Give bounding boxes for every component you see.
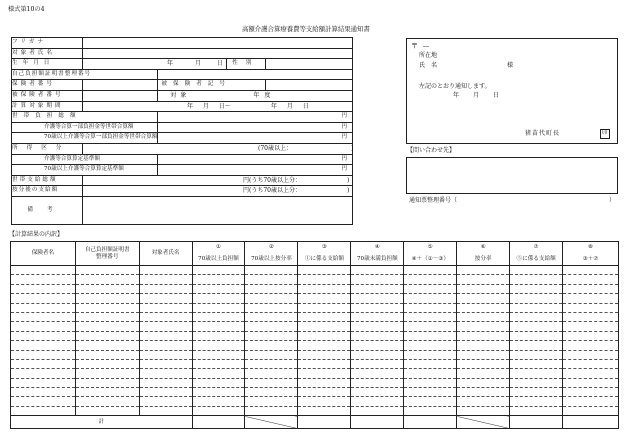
table-cell[interactable] [139,275,192,284]
table-cell[interactable] [351,397,404,406]
table-row [11,275,619,284]
table-cell[interactable] [457,378,510,387]
total-cell-na [457,416,510,429]
table-cell[interactable] [298,294,351,303]
header-col-8: ③＋⑦ [563,253,619,266]
postal-dash: ― [423,43,429,50]
table-cell[interactable] [457,388,510,397]
table-cell[interactable] [351,312,404,321]
form-number: 様式第10の4 [8,6,45,13]
total-cell[interactable] [192,416,245,429]
income-field[interactable] [82,143,352,154]
period-label: 計算対象期間 [12,101,83,112]
table-cell[interactable] [139,406,192,415]
table-row [11,331,619,340]
table-cell[interactable] [563,350,619,359]
table-cell[interactable] [11,388,76,397]
total-row [11,416,619,429]
table-cell[interactable] [11,312,76,321]
header-col-6: 按分率 [457,253,510,266]
pay-note: 円(うち70歳以上分： [242,176,301,184]
table-cell[interactable] [298,378,351,387]
header-num-7: ⑦ [510,242,563,253]
breakdown-label: 【計算結果の内訳】 [9,231,64,238]
insurer-no-field[interactable] [82,80,157,91]
table-cell[interactable] [11,294,76,303]
pay-total-field[interactable] [82,175,352,186]
table-cell[interactable] [563,312,619,321]
table-cell[interactable] [192,284,245,293]
applicant-table [11,37,353,225]
table-cell[interactable] [75,388,139,397]
table-cell[interactable] [245,369,298,378]
table-cell[interactable] [75,331,139,340]
table-cell[interactable] [245,322,298,331]
header-col-4: 70歳未満負担額 [351,253,404,266]
table-cell[interactable] [139,294,192,303]
furigana-label: フリガナ [12,38,83,49]
table-cell[interactable] [298,341,351,350]
table-cell[interactable] [245,388,298,397]
table-row [11,294,619,303]
table-cell[interactable] [11,266,76,275]
table-cell[interactable] [404,331,457,340]
table-cell[interactable] [510,303,563,312]
cert-no-label: 自己負担額証明書整理番号 [12,69,158,80]
table-row [11,406,619,415]
table-cell[interactable] [298,369,351,378]
table-cell[interactable] [510,294,563,303]
table-cell[interactable] [139,303,192,312]
table-cell[interactable] [563,322,619,331]
total-cell[interactable] [351,416,404,429]
table-cell[interactable] [510,266,563,275]
table-row [11,322,619,331]
table-cell[interactable] [245,312,298,321]
sub1-label: 介護等合算一部負担金等世帯合算額 [12,122,158,133]
table-cell[interactable] [457,331,510,340]
total-cell-na [245,416,298,429]
table-cell[interactable] [298,303,351,312]
table-row [11,369,619,378]
table-cell[interactable] [404,284,457,293]
postal-mark: 〒 [411,42,418,50]
insured-sign-field[interactable] [266,80,353,91]
table-cell[interactable] [139,341,192,350]
table-row [11,359,619,368]
table-cell[interactable] [351,406,404,415]
remarks-label: 備考 [12,196,83,224]
table-cell[interactable] [351,378,404,387]
table-cell[interactable] [404,378,457,387]
table-cell[interactable] [510,378,563,387]
income-close: ) [350,144,354,152]
table-cell[interactable] [457,350,510,359]
table-cell[interactable] [245,341,298,350]
table-cell[interactable] [75,284,139,293]
table-cell[interactable] [404,406,457,415]
table-cell[interactable] [245,266,298,275]
table-cell[interactable] [245,378,298,387]
table-cell[interactable] [563,275,619,284]
table-cell[interactable] [192,388,245,397]
notice-day: 日 [493,92,500,99]
table-cell[interactable] [510,397,563,406]
table-cell[interactable] [245,275,298,284]
table-cell[interactable] [298,312,351,321]
table-cell[interactable] [245,350,298,359]
table-cell[interactable] [298,388,351,397]
std2-yen: 円 [158,165,353,176]
table-cell[interactable] [563,341,619,350]
table-cell[interactable] [139,312,192,321]
table-cell[interactable] [351,284,404,293]
income-label: 所得区分 [12,143,83,154]
total-label: 計 [11,416,193,429]
table-cell[interactable] [404,388,457,397]
insured-sign-label: 被保険者記号 [158,80,266,91]
table-cell[interactable] [351,303,404,312]
table-cell[interactable] [192,406,245,415]
table-cell[interactable] [563,359,619,368]
notice-box [406,38,618,144]
table-cell[interactable] [11,378,76,387]
header-cert: 自己負担額証明書 整理番号 [75,242,139,266]
burden-total-label: 世帯負担総額 [12,112,158,123]
table-cell[interactable] [510,284,563,293]
table-cell[interactable] [298,350,351,359]
table-cell[interactable] [75,397,139,406]
table-cell[interactable] [11,284,76,293]
table-cell[interactable] [563,331,619,340]
sub2-label: 70歳以上介護等合算一部負担金等世帯合算額 [12,133,158,144]
table-cell[interactable] [298,275,351,284]
table-cell[interactable] [245,397,298,406]
income-note: (70歳以上： [257,144,292,152]
birth-day: 日 [216,60,223,68]
total-cell[interactable] [563,416,619,429]
table-row [11,284,619,293]
table-cell[interactable] [563,406,619,415]
table-cell[interactable] [245,294,298,303]
page-title: 高額介護合算療養費等支給額計算結果通知書 [242,25,370,33]
period-from: 年 月 日～ [186,102,231,110]
honorific: 様 [507,62,514,69]
table-cell[interactable] [75,266,139,275]
header-num-6: ⑥ [457,242,510,253]
table-row [11,312,619,321]
table-cell[interactable] [75,369,139,378]
sub2-yen: 円 [158,133,353,144]
table-cell[interactable] [457,397,510,406]
table-cell[interactable] [139,322,192,331]
paid-note-close: ) [346,187,350,195]
table-cell[interactable] [457,303,510,312]
table-cell[interactable] [404,275,457,284]
table-cell[interactable] [192,303,245,312]
table-cell[interactable] [510,322,563,331]
table-cell[interactable] [351,341,404,350]
pay-total-label: 世帯支給総額 [12,175,83,186]
std1-yen: 円 [158,154,353,165]
period-field[interactable] [82,101,352,112]
table-cell[interactable] [75,341,139,350]
table-cell[interactable] [11,331,76,340]
fiscal-year-field [158,90,353,101]
table-cell[interactable] [404,369,457,378]
table-cell[interactable] [11,341,76,350]
table-row [11,303,619,312]
table-cell[interactable] [510,275,563,284]
table-row [11,378,619,387]
pay-note-close: ) [346,176,350,184]
table-cell[interactable] [75,294,139,303]
inquiry-label: 【問い合わせ先】 [407,147,456,154]
table-cell[interactable] [192,322,245,331]
table-cell[interactable] [11,350,76,359]
furigana-field[interactable] [82,38,352,49]
table-cell[interactable] [351,350,404,359]
table-cell[interactable] [192,350,245,359]
table-cell[interactable] [457,294,510,303]
table-cell[interactable] [11,359,76,368]
period-to: 年 月 日 [270,102,309,110]
table-cell[interactable] [192,312,245,321]
table-cell[interactable] [192,369,245,378]
table-cell[interactable] [457,266,510,275]
table-cell[interactable] [404,266,457,275]
notice-year: 年 [453,92,460,99]
inquiry-box[interactable] [406,157,618,194]
table-cell[interactable] [457,322,510,331]
table-cell[interactable] [510,369,563,378]
std2-label: 70歳以上介護等合算算定基準額 [12,165,158,176]
table-cell[interactable] [192,378,245,387]
table-cell[interactable] [298,331,351,340]
table-cell[interactable] [139,266,192,275]
table-cell[interactable] [192,294,245,303]
name-label: 氏名 [419,62,444,69]
table-cell[interactable] [75,378,139,387]
table-cell[interactable] [75,350,139,359]
table-cell[interactable] [510,406,563,415]
sex-field[interactable] [266,59,353,70]
table-cell[interactable] [510,388,563,397]
insured-no-field[interactable] [82,90,157,101]
subject-name-field[interactable] [82,48,352,59]
table-cell[interactable] [563,397,619,406]
table-cell[interactable] [404,294,457,303]
remarks-field[interactable] [82,196,352,224]
header-num-8: ⑧ [563,242,619,253]
table-cell[interactable] [457,275,510,284]
header-col-5: ④＋（①－③） [404,253,457,266]
target-label: 対象 [170,91,191,99]
table-cell[interactable] [298,266,351,275]
burden-total-yen: 円 [158,112,353,123]
table-cell[interactable] [563,378,619,387]
table-cell[interactable] [457,406,510,415]
header-col-1: 70歳以上負担額 [192,253,245,266]
header-num-2: ② [245,242,298,253]
table-row [11,341,619,350]
mayor-label: 猪苗代町長 [525,130,561,137]
table-cell[interactable] [192,341,245,350]
table-row [11,350,619,359]
table-row [11,266,619,275]
table-row [11,397,619,406]
table-cell[interactable] [139,331,192,340]
insurer-no-label: 保険者番号 [12,80,83,91]
sex-label: 性別 [226,59,265,70]
birth-month: 月 [194,60,201,68]
table-cell[interactable] [404,341,457,350]
table-cell[interactable] [510,350,563,359]
paid-field[interactable] [82,186,352,197]
table-cell[interactable] [139,369,192,378]
paid-note: 円(うち70歳以上分： [242,187,301,195]
table-cell[interactable] [351,275,404,284]
paid-label: 按分後の支給額 [12,186,83,197]
table-cell[interactable] [404,397,457,406]
official-seal: 印 [600,129,610,139]
table-cell[interactable] [563,284,619,293]
table-cell[interactable] [139,284,192,293]
table-cell[interactable] [457,369,510,378]
table-cell[interactable] [351,359,404,368]
table-cell[interactable] [245,406,298,415]
table-cell[interactable] [245,303,298,312]
table-cell[interactable] [510,341,563,350]
header-num-4: ④ [351,242,404,253]
table-cell[interactable] [351,322,404,331]
table-cell[interactable] [192,359,245,368]
table-cell[interactable] [139,397,192,406]
address-label: 所在地 [419,52,438,59]
table-cell[interactable] [351,331,404,340]
table-cell[interactable] [298,359,351,368]
table-cell[interactable] [245,284,298,293]
total-cell[interactable] [298,416,351,429]
table-cell[interactable] [298,397,351,406]
table-cell[interactable] [75,303,139,312]
table-cell[interactable] [75,406,139,415]
table-cell[interactable] [245,331,298,340]
total-cell[interactable] [510,416,563,429]
table-cell[interactable] [11,369,76,378]
ref-no-label: 通知票整理番号（ [409,197,458,204]
header-col-7: ⑤に係る支給額 [510,253,563,266]
table-cell[interactable] [11,303,76,312]
table-cell[interactable] [404,359,457,368]
breakdown-table [10,241,619,429]
birth-year: 年 [166,60,173,68]
table-cell[interactable] [75,359,139,368]
table-cell[interactable] [75,275,139,284]
table-cell[interactable] [11,397,76,406]
table-cell[interactable] [192,266,245,275]
table-cell[interactable] [298,284,351,293]
table-cell[interactable] [404,322,457,331]
table-cell[interactable] [139,378,192,387]
header-num-1: ① [192,242,245,253]
cert-no-field[interactable] [158,69,353,80]
table-cell[interactable] [563,388,619,397]
header-col-3: ①に係る支給額 [298,253,351,266]
table-row [11,388,619,397]
table-cell[interactable] [510,331,563,340]
header-num-5: ⑤ [404,242,457,253]
total-cell[interactable] [404,416,457,429]
table-cell[interactable] [298,322,351,331]
table-cell[interactable] [457,312,510,321]
table-cell[interactable] [192,397,245,406]
table-cell[interactable] [404,303,457,312]
birthdate-label: 生年月日 [12,59,83,70]
table-cell[interactable] [139,359,192,368]
table-cell[interactable] [351,266,404,275]
table-cell[interactable] [563,303,619,312]
table-cell[interactable] [563,369,619,378]
table-cell[interactable] [75,312,139,321]
insured-no-label: 被保険者番号 [12,90,83,101]
ref-no-close: ） [609,197,616,204]
sub1-yen: 円 [158,122,353,133]
table-cell[interactable] [457,359,510,368]
fiscal-year-label: 年度 [253,91,276,99]
table-cell[interactable] [139,350,192,359]
table-cell[interactable] [351,388,404,397]
table-cell[interactable] [563,294,619,303]
table-cell[interactable] [510,312,563,321]
header-insurer: 保険者名 [11,242,76,266]
table-cell[interactable] [404,350,457,359]
table-cell[interactable] [510,359,563,368]
header-num-3: ③ [298,242,351,253]
table-cell[interactable] [75,322,139,331]
table-cell[interactable] [457,284,510,293]
notice-month: 月 [473,92,480,99]
table-cell[interactable] [139,388,192,397]
table-cell[interactable] [351,369,404,378]
table-cell[interactable] [298,406,351,415]
notice-message: 左記のとおり通知します。 [419,83,491,90]
table-cell[interactable] [563,266,619,275]
table-cell[interactable] [351,294,404,303]
subject-name-label: 対象者氏名 [12,48,83,59]
table-cell[interactable] [457,341,510,350]
table-cell[interactable] [404,312,457,321]
table-cell[interactable] [192,331,245,340]
table-cell[interactable] [11,275,76,284]
std1-label: 介護等合算算定基準額 [12,154,158,165]
table-cell[interactable] [11,322,76,331]
birthdate-field[interactable] [82,59,226,70]
header-person: 対象者氏名 [139,242,192,266]
header-col-2: 70歳以上按分率 [245,253,298,266]
table-cell[interactable] [245,359,298,368]
table-cell[interactable] [11,406,76,415]
table-cell[interactable] [192,275,245,284]
